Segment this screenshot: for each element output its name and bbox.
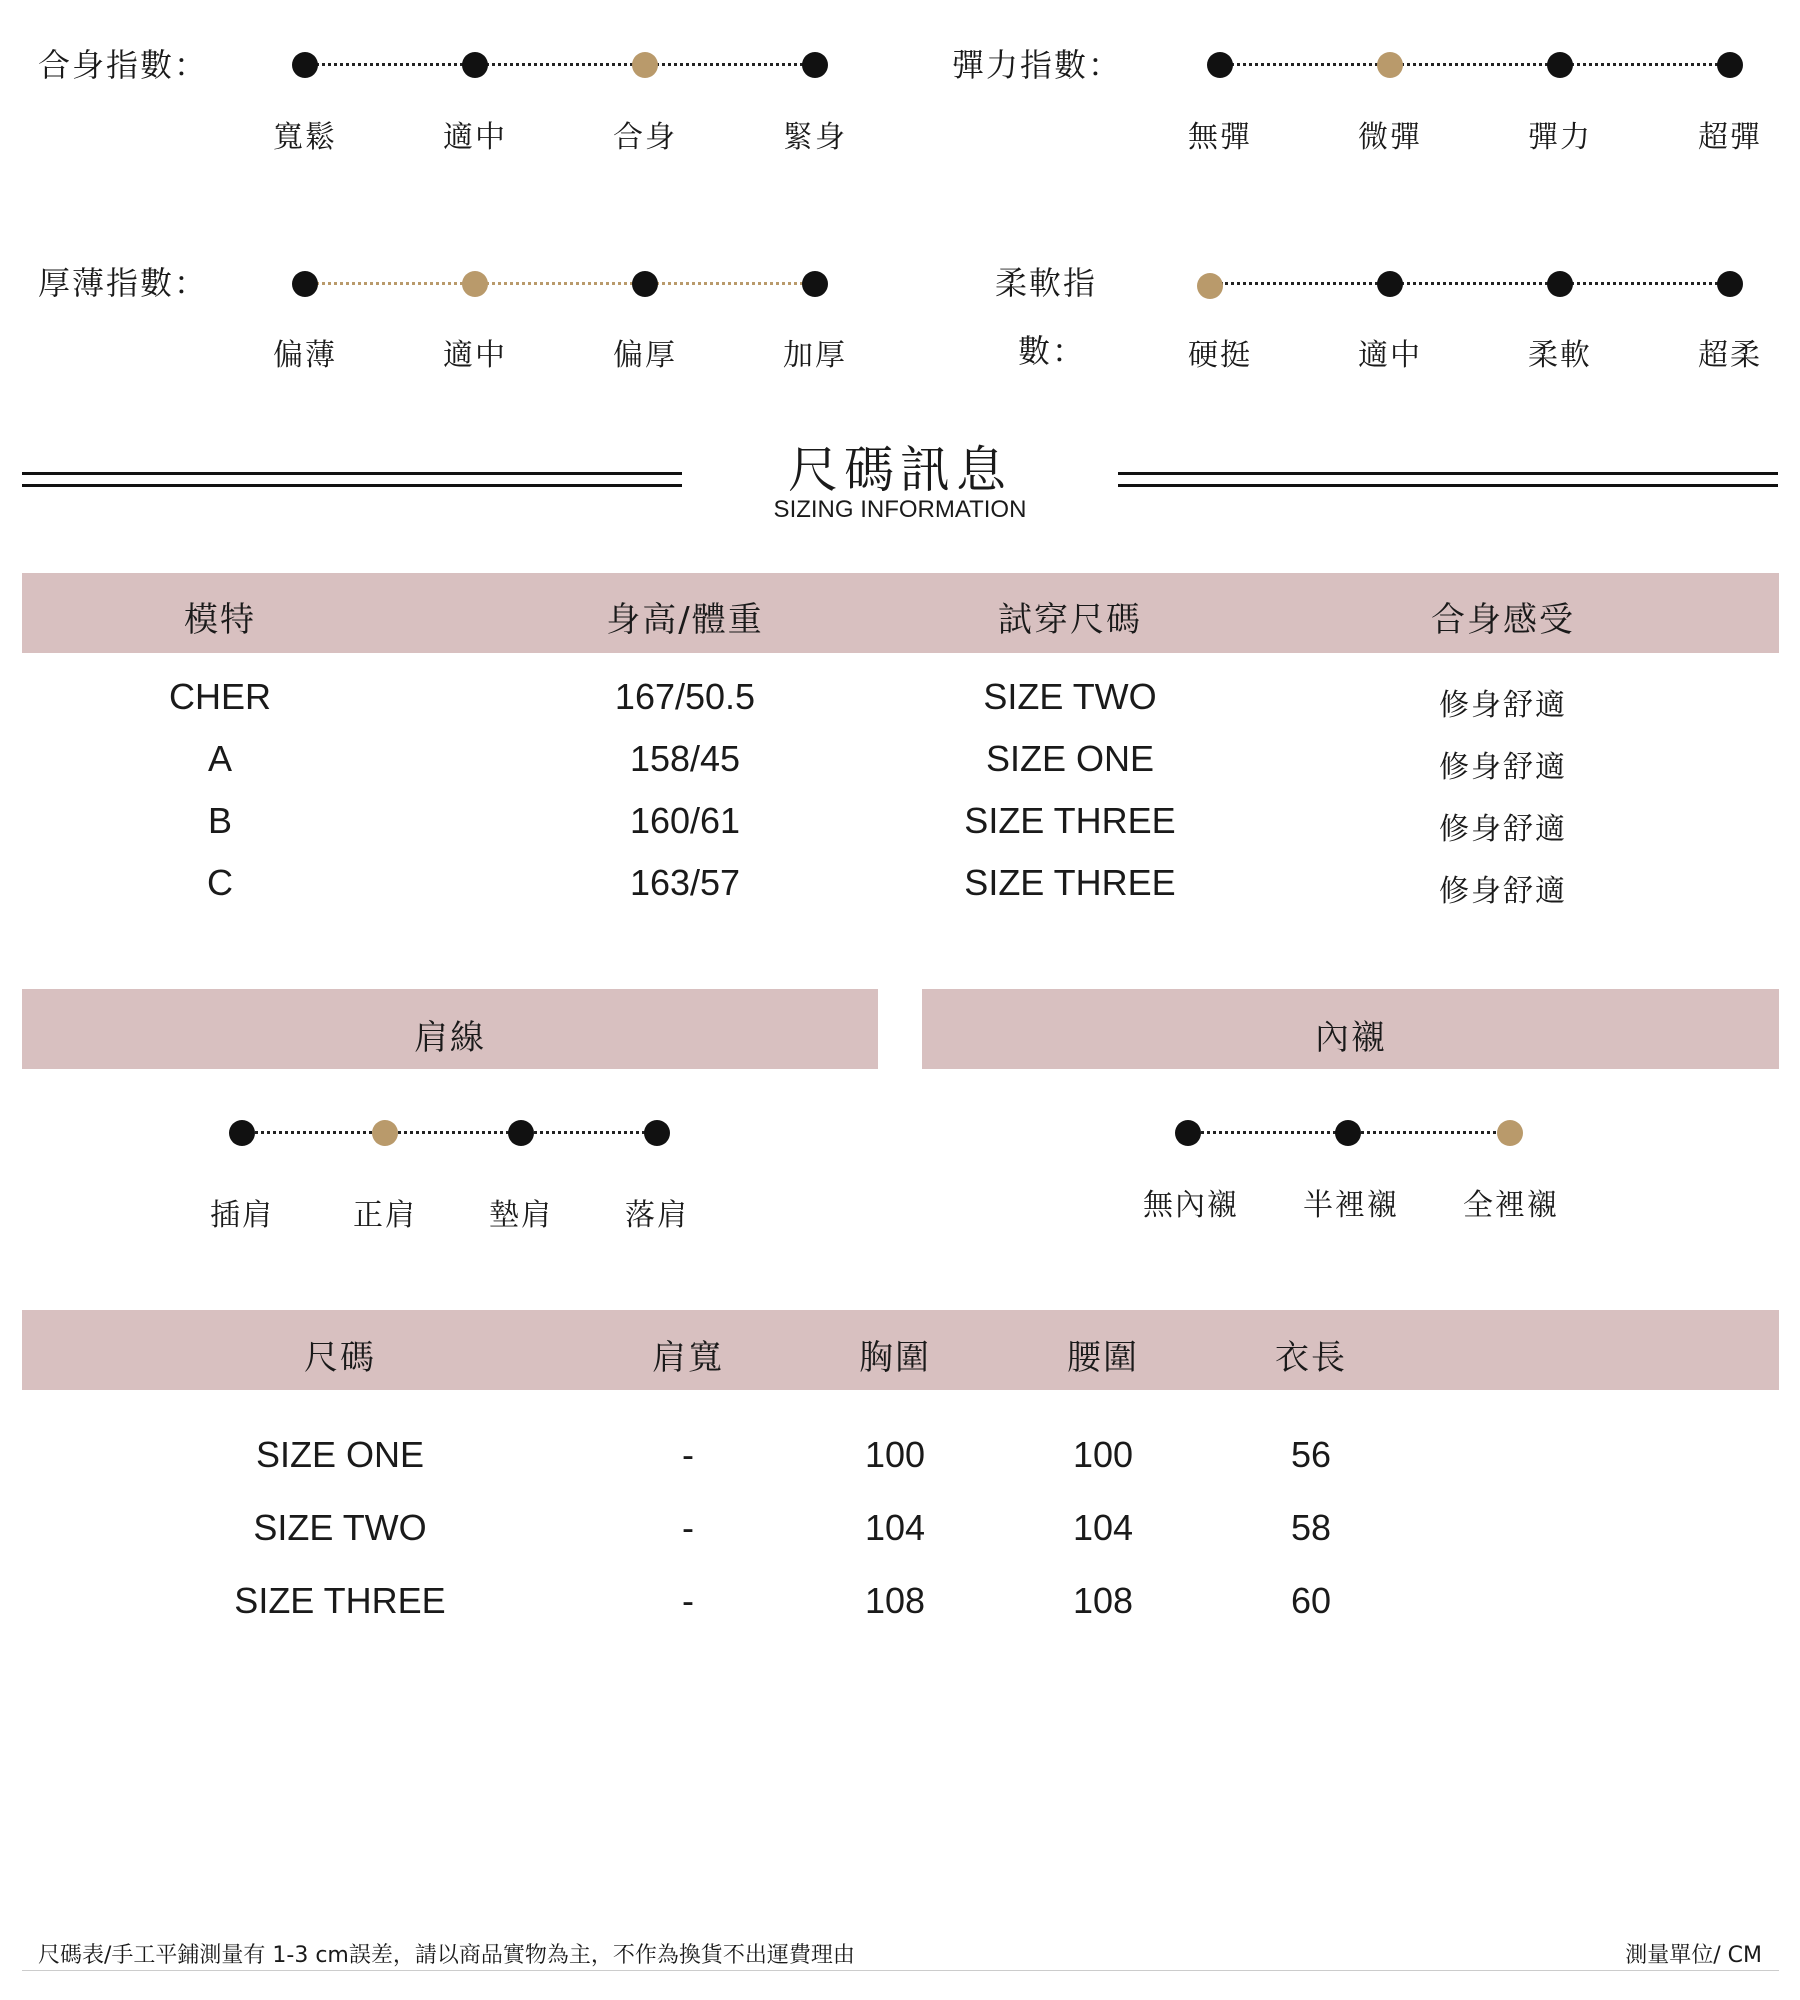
sizing-title-zh: 尺碼訊息 <box>788 441 1012 499</box>
scale-dot <box>229 1120 255 1146</box>
scale-dot <box>1377 271 1403 297</box>
shoulder-width-col-header: 肩寬 <box>652 1338 724 1378</box>
scale-dot <box>1717 271 1743 297</box>
elasticity-index-label: 彈力指數： <box>952 46 1123 84</box>
scale-option: 彈力 <box>1528 120 1592 155</box>
length: 56 <box>1290 1434 1332 1475</box>
scale-option: 偏薄 <box>273 338 337 373</box>
scale-dot <box>802 52 828 78</box>
sizing-title-en: SIZING INFORMATION <box>773 496 1027 523</box>
scale-connector <box>1390 63 1560 66</box>
scale-dot <box>462 52 488 78</box>
scale-option: 柔軟 <box>1528 338 1592 373</box>
scale-dot <box>1175 1120 1201 1146</box>
fit-feel: 修身舒適 <box>1439 750 1567 785</box>
scale-dot-selected <box>1377 52 1403 78</box>
scale-option: 適中 <box>443 338 507 373</box>
scale-connector <box>1560 282 1730 285</box>
scale-option: 正肩 <box>353 1198 417 1233</box>
softness-index-label-line2: 數： <box>1018 332 1087 370</box>
size-name: SIZE THREE <box>234 1580 446 1621</box>
scale-dot <box>632 271 658 297</box>
scale-option: 緊身 <box>783 120 847 155</box>
scale-option: 插肩 <box>210 1198 274 1233</box>
scale-option: 寬鬆 <box>273 120 337 155</box>
scale-dot <box>292 271 318 297</box>
height-weight: 167/50.5 <box>614 676 756 717</box>
footer-divider <box>22 1970 1779 1971</box>
height-weight: 163/57 <box>629 862 741 903</box>
tried-size: SIZE THREE <box>964 800 1176 841</box>
scale-option: 合身 <box>613 120 677 155</box>
scale-connector <box>305 282 475 285</box>
height-weight-col-header: 身高/體重 <box>606 600 764 640</box>
scale-option: 硬挺 <box>1188 338 1252 373</box>
model-name: CHER <box>168 676 272 717</box>
shoulder-width: - <box>682 1434 694 1475</box>
scale-option: 適中 <box>1358 338 1422 373</box>
shoulder-width: - <box>682 1507 694 1548</box>
scale-connector <box>645 63 815 66</box>
waist: 108 <box>1072 1580 1134 1621</box>
fit-feel: 修身舒適 <box>1439 812 1567 847</box>
scale-connector <box>1560 63 1730 66</box>
scale-option: 墊肩 <box>489 1198 553 1233</box>
length: 60 <box>1290 1580 1332 1621</box>
scale-connector <box>475 282 645 285</box>
tried-size: SIZE THREE <box>964 862 1176 903</box>
scale-connector <box>242 1131 385 1134</box>
chest-col-header: 胸圍 <box>859 1338 931 1378</box>
scale-connector <box>475 63 645 66</box>
scale-option: 無內襯 <box>1143 1188 1239 1223</box>
scale-connector <box>1390 282 1560 285</box>
chest: 104 <box>864 1507 926 1548</box>
title-divider-right <box>1118 472 1778 487</box>
length-col-header: 衣長 <box>1275 1338 1347 1378</box>
scale-option: 落肩 <box>625 1198 689 1233</box>
waist: 104 <box>1072 1507 1134 1548</box>
scale-connector <box>385 1131 521 1134</box>
height-weight: 158/45 <box>629 738 741 779</box>
scale-connector <box>305 63 475 66</box>
shoulder-title: 肩線 <box>414 1018 486 1058</box>
model-col-header: 模特 <box>184 600 256 640</box>
measurement-note: 尺碼表/手工平鋪測量有 1-3 cm誤差，請以商品實物為主，不作為換貨不出運費理由 <box>38 1943 855 1968</box>
scale-dot <box>1717 52 1743 78</box>
scale-dot-selected <box>462 271 488 297</box>
scale-dot-selected <box>1197 273 1223 299</box>
length: 58 <box>1290 1507 1332 1548</box>
model-name: B <box>207 800 233 841</box>
tried-size: SIZE TWO <box>983 676 1157 717</box>
scale-option: 超彈 <box>1698 120 1762 155</box>
fit-feel-col-header: 合身感受 <box>1431 600 1575 640</box>
thickness-index-label: 厚薄指數： <box>38 264 209 302</box>
fit-feel: 修身舒適 <box>1439 874 1567 909</box>
scale-option: 微彈 <box>1358 120 1422 155</box>
tried-size: SIZE ONE <box>985 738 1155 779</box>
scale-option: 加厚 <box>783 338 847 373</box>
scale-dot <box>802 271 828 297</box>
scale-connector <box>1220 282 1390 285</box>
scale-option: 半裡襯 <box>1303 1188 1399 1223</box>
size-col-header: 尺碼 <box>304 1338 376 1378</box>
scale-dot <box>1335 1120 1361 1146</box>
title-divider-left <box>22 472 682 487</box>
scale-dot-selected <box>632 52 658 78</box>
waist: 100 <box>1072 1434 1134 1475</box>
waist-col-header: 腰圍 <box>1067 1338 1139 1378</box>
fit-feel: 修身舒適 <box>1439 688 1567 723</box>
scale-dot <box>292 52 318 78</box>
chest: 108 <box>864 1580 926 1621</box>
model-name: C <box>207 862 233 903</box>
fit-index-label: 合身指數： <box>38 46 209 84</box>
scale-option: 適中 <box>443 120 507 155</box>
scale-dot <box>508 1120 534 1146</box>
scale-option: 偏厚 <box>613 338 677 373</box>
measurement-unit: 測量單位/ CM <box>1625 1943 1762 1968</box>
softness-index-label-line1: 柔軟指 <box>995 264 1098 302</box>
size-name: SIZE ONE <box>255 1434 425 1475</box>
scale-dot-selected <box>372 1120 398 1146</box>
chest: 100 <box>864 1434 926 1475</box>
lining-title: 內襯 <box>1315 1018 1387 1058</box>
scale-dot <box>644 1120 670 1146</box>
scale-connector <box>1188 1131 1348 1134</box>
tried-size-col-header: 試穿尺碼 <box>998 600 1142 640</box>
shoulder-width: - <box>682 1580 694 1621</box>
scale-option: 無彈 <box>1188 120 1252 155</box>
scale-dot <box>1207 52 1233 78</box>
scale-dot <box>1547 52 1573 78</box>
scale-dot <box>1547 271 1573 297</box>
height-weight: 160/61 <box>629 800 741 841</box>
scale-dot-selected <box>1497 1120 1523 1146</box>
scale-option: 超柔 <box>1698 338 1762 373</box>
scale-connector <box>645 282 815 285</box>
scale-connector <box>521 1131 657 1134</box>
model-name: A <box>207 738 233 779</box>
size-name: SIZE TWO <box>253 1507 427 1548</box>
scale-connector <box>1220 63 1390 66</box>
scale-option: 全裡襯 <box>1463 1188 1559 1223</box>
scale-connector <box>1348 1131 1510 1134</box>
